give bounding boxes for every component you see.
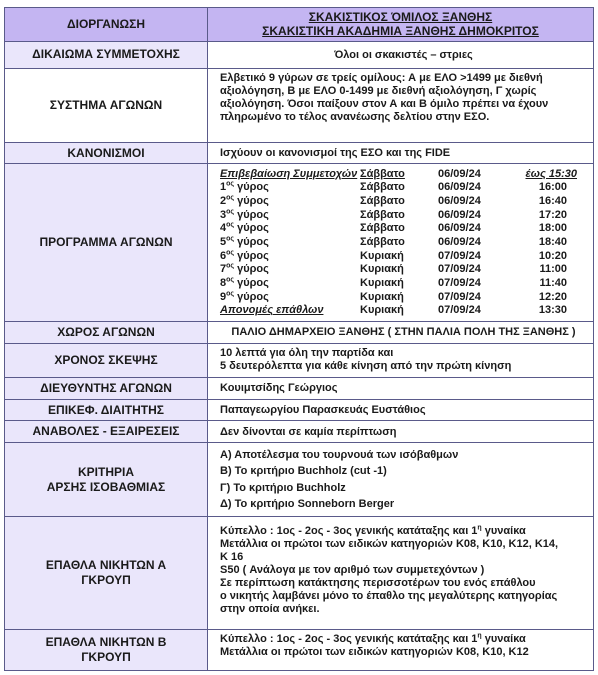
system-row: [5, 68, 594, 142]
schedule-round-row: [220, 277, 587, 291]
tiebreak-value: [208, 443, 594, 516]
round-day: Σάββατο: [360, 236, 405, 248]
round-number: 8: [220, 277, 227, 290]
system-line-4: πληρωμένο το τέλος ανανέωσης δελτίου στην ΕΣΟ.: [220, 110, 490, 123]
eligibility-value: Όλοι οι σκακιστές – στριες: [208, 41, 594, 68]
round-word: γύρος: [237, 277, 269, 290]
prizes-a-line: Κ 16: [220, 550, 244, 563]
round-day: Σάββατο: [360, 222, 405, 235]
round-word: γύρος: [237, 290, 269, 303]
system-value: [208, 68, 594, 142]
prizes-a-line-1: [220, 525, 587, 538]
prizes-a-line: στην οποία ανήκει.: [220, 602, 320, 615]
organizer-label: ΔΙΟΡΓΑΝΩΣΗ: [5, 8, 208, 42]
prizes-a-line: ο νικητής λαμβάνει μόνο το έπαθλο της μεγαλύτερης κατηγορίας: [220, 589, 558, 602]
schedule-row: [5, 164, 594, 321]
round-time: 17:20: [538, 208, 567, 221]
schedule-round-row: [220, 249, 587, 263]
tiebreak-row: [5, 443, 594, 516]
system-line-2: αξιολόγηση, Β με ΕΛΟ 0-1499 με διεθνή αξιολόγηση, Γ χωρίς: [220, 84, 537, 97]
round-date: 06/09/24: [438, 194, 481, 207]
tiebreak-item: Γ) Το κριτήριο Buchholz: [220, 481, 346, 494]
prizes-a-line-1-text: Κύπελλο : 1ος - 2ος - 3ος γενικής κατάταξης και 1: [220, 524, 478, 537]
system-line-1: Ελβετικό 9 γύρων σε τρείς ομίλους: Α με ΕΛΟ >1499 με διεθνή: [220, 71, 543, 84]
postponements-row: [5, 421, 594, 443]
round-date: 06/09/24: [438, 236, 481, 248]
venue-row: [5, 321, 594, 343]
deputy-arbiter-value: Παπαγεωργίου Παρασκευάς Ευστάθιος: [208, 399, 594, 420]
confirm-date: 06/09/24: [438, 167, 481, 180]
round-cell: [220, 249, 360, 263]
prizes-b-label-line-1: ΕΠΑΘΛΑ ΝΙΚΗΤΩΝ Β: [45, 635, 167, 650]
tournament-info-table: [4, 7, 594, 671]
round-time: 18:00: [538, 222, 567, 235]
confirm-time: [508, 167, 587, 181]
round-number: 1: [220, 181, 227, 194]
venue-label: ΧΩΡΟΣ ΑΓΩΝΩΝ: [5, 321, 208, 343]
round-date: 06/09/24: [438, 208, 481, 221]
round-date: 06/09/24: [438, 181, 481, 194]
awards-date: 07/09/24: [438, 304, 481, 317]
director-value: Κουιμτσίδης Γεώργιος: [208, 377, 594, 399]
prizes-a-label-line-1: ΕΠΑΘΛΑ ΝΙΚΗΤΩΝ Α: [45, 557, 167, 572]
schedule-label: ΠΡΟΓΡΑΜΜΑ ΑΓΩΝΩΝ: [5, 164, 208, 321]
prizes-b-label: [5, 630, 208, 671]
schedule-round-row: [220, 290, 587, 304]
round-day: Κυριακή: [360, 277, 404, 290]
prizes-a-line: S50 ( Ανάλογα με τον αριθμό των συμμετεχόντων ): [220, 563, 485, 576]
round-day: Κυριακή: [360, 290, 404, 303]
round-time: 18:40: [538, 236, 567, 248]
prizes-b-line-2: Μετάλλια οι πρώτοι των ειδικών κατηγοριών Κ08, Κ10, Κ12: [220, 646, 529, 659]
prizes-a-line: Σε περίπτωση κατάκτησης περισσοτέρων του ενός επάθλου: [220, 576, 536, 589]
awards-time: 13:30: [538, 304, 567, 317]
schedule-round-row: [220, 222, 587, 236]
round-number: 5: [220, 236, 227, 248]
round-day: Σάββατο: [360, 208, 405, 221]
schedule-awards-row: [220, 304, 587, 318]
tiebreak-item: Β) Το κριτήριο Buchholz (cut -1): [220, 465, 387, 478]
round-word: γύρος: [237, 263, 269, 276]
prizes-b-label-line-2: ΓΚΡΟΥΠ: [81, 650, 131, 665]
round-number: 6: [220, 249, 227, 262]
tiebreak-label: [5, 443, 208, 516]
tiebreak-item: Α) Αποτέλεσμα του τουρνουά των ισόβαθμων: [220, 448, 459, 461]
schedule-round-row: [220, 195, 587, 209]
round-word: γύρος: [237, 222, 269, 235]
round-word: γύρος: [237, 236, 269, 248]
round-cell: [220, 290, 360, 304]
round-cell: [220, 277, 360, 291]
round-suffix: ος: [226, 194, 235, 202]
prizes-b-sup: η: [477, 632, 482, 640]
round-suffix: ος: [226, 249, 235, 257]
round-cell: [220, 236, 360, 250]
prizes-b-line-1: [220, 633, 587, 646]
prizes-b-row: [5, 630, 594, 671]
round-time: 11:00: [539, 263, 567, 276]
schedule-round-row: [220, 181, 587, 195]
round-suffix: ος: [226, 180, 235, 188]
venue-value: ΠΑΛΙΟ ΔΗΜΑΡΧΕΙΟ ΞΑΝΘΗΣ ( ΣΤΗΝ ΠΑΛΙΑ ΠΟΛΗ ΤΗΣ ΞΑΝΘΗΣ ): [208, 321, 594, 343]
prizes-a-sup: η: [477, 523, 482, 531]
time-control-line-1: 10 λεπτά για όλη την παρτίδα και: [220, 347, 394, 360]
schedule-round-row: [220, 263, 587, 277]
round-time: 12:20: [538, 290, 567, 303]
round-cell: [220, 222, 360, 236]
round-number: 4: [220, 222, 227, 235]
tiebreak-label-line-1: ΚΡΙΤΗΡΙΑ: [77, 464, 134, 479]
director-row: [5, 377, 594, 399]
round-cell: [220, 195, 360, 209]
prizes-a-value: [208, 516, 594, 630]
round-time: 10:20: [538, 249, 567, 262]
round-cell: [220, 263, 360, 277]
round-suffix: ος: [226, 235, 235, 243]
prizes-b-value: [208, 630, 594, 671]
tiebreak-item: Δ) Το κριτήριο Sonneborn Berger: [220, 498, 395, 511]
round-cell: [220, 208, 360, 222]
round-day: Κυριακή: [360, 249, 404, 262]
time-control-row: [5, 344, 594, 378]
tiebreak-label-line-2: ΑΡΣΗΣ ΙΣΟΒΑΘΜΙΑΣ: [46, 479, 166, 494]
round-day: Σάββατο: [360, 181, 405, 194]
round-suffix: ος: [226, 290, 235, 298]
awards-day: Κυριακή: [360, 304, 404, 317]
round-word: γύρος: [237, 194, 269, 207]
round-date: 07/09/24: [438, 263, 481, 276]
rules-value: Ισχύουν οι κανονισμοί της ΕΣΟ και της FIDE: [208, 143, 594, 164]
time-control-label: ΧΡΟΝΟΣ ΣΚΕΨΗΣ: [5, 344, 208, 378]
prizes-b-line-1-tail: γυναίκα: [481, 633, 526, 646]
organizer-line-2: ΣΚΑΚΙΣΤΙΚΗ ΑΚΑΔΗΜΙΑ ΞΑΝΘΗΣ ΔΗΜΟΚΡΙΤΟΣ: [262, 24, 539, 39]
schedule-round-row: [220, 208, 587, 222]
round-date: 07/09/24: [438, 249, 481, 262]
awards-name: Απονομές επάθλων: [220, 304, 324, 317]
prizes-b-line-1-text: Κύπελλο : 1ος - 2ος - 3ος γενικής κατάταξης και 1: [220, 633, 478, 646]
round-cell: [220, 181, 360, 195]
deputy-arbiter-label: ΕΠΙΚΕΦ. ΔΙΑΙΤΗΤΗΣ: [5, 399, 208, 420]
round-number: 7: [220, 263, 227, 276]
round-time: 16:40: [538, 194, 567, 207]
round-word: γύρος: [237, 208, 269, 221]
eligibility-label: ΔΙΚΑΙΩΜΑ ΣΥΜΜΕΤΟΧΗΣ: [5, 41, 208, 68]
header-row: [5, 8, 594, 42]
prizes-a-label-line-2: ΓΚΡΟΥΠ: [81, 572, 131, 587]
confirm-name: Επιβεβαίωση Συμμετοχών: [220, 167, 358, 180]
round-word: γύρος: [237, 249, 269, 262]
prizes-a-label: [5, 516, 208, 630]
round-date: 07/09/24: [438, 290, 481, 303]
round-time: 11:40: [539, 277, 567, 290]
organizer-value: [208, 8, 594, 42]
confirm-day: Σάββατο: [360, 167, 405, 180]
postponements-value: Δεν δίνονται σε καμία περίπτωση: [208, 421, 594, 443]
round-number: 9: [220, 290, 227, 303]
schedule-round-row: [220, 236, 587, 250]
system-label: ΣΥΣΤΗΜΑ ΑΓΩΝΩΝ: [5, 68, 208, 142]
round-suffix: ος: [226, 207, 235, 215]
round-date: 07/09/24: [438, 277, 481, 290]
rules-row: [5, 143, 594, 164]
schedule-table: [220, 167, 587, 318]
round-date: 06/09/24: [438, 222, 481, 235]
round-time: 16:00: [538, 181, 567, 194]
prizes-a-line: Μετάλλια οι πρώτοι των ειδικών κατηγοριών Κ08, Κ10, Κ12, Κ14,: [220, 537, 559, 550]
deputy-arbiter-row: [5, 399, 594, 420]
schedule-value: [208, 164, 594, 321]
round-number: 3: [220, 208, 227, 221]
schedule-confirm-row: [220, 167, 587, 181]
rules-label: ΚΑΝΟΝΙΣΜΟΙ: [5, 143, 208, 164]
round-suffix: ος: [226, 276, 235, 284]
time-control-line-2: 5 δευτερόλεπτα για κάθε κίνηση από την πρώτη κίνηση: [220, 360, 512, 373]
round-suffix: ος: [226, 262, 235, 270]
round-suffix: ος: [226, 221, 235, 229]
round-word: γύρος: [237, 181, 269, 194]
organizer-line-1: ΣΚΑΚΙΣΤΙΚΟΣ ΌΜΙΛΟΣ ΞΑΝΘΗΣ: [308, 10, 493, 25]
eligibility-row: [5, 41, 594, 68]
prizes-a-line-1-tail: γυναίκα: [481, 524, 526, 537]
round-number: 2: [220, 194, 227, 207]
confirm-time-text: έως 15:30: [525, 167, 577, 180]
round-day: Κυριακή: [360, 263, 404, 276]
postponements-label: ΑΝΑΒΟΛΕΣ - ΕΞΑΙΡΕΣΕΙΣ: [5, 421, 208, 443]
system-line-3: αξιολόγηση. Όσοι παίξουν στον Α και Β όμιλο πρέπει να έχουν: [220, 97, 549, 110]
director-label: ΔΙΕΥΘΥΝΤΗΣ ΑΓΩΝΩΝ: [5, 377, 208, 399]
round-day: Σάββατο: [360, 194, 405, 207]
prizes-a-row: [5, 516, 594, 630]
time-control-value: [208, 344, 594, 378]
